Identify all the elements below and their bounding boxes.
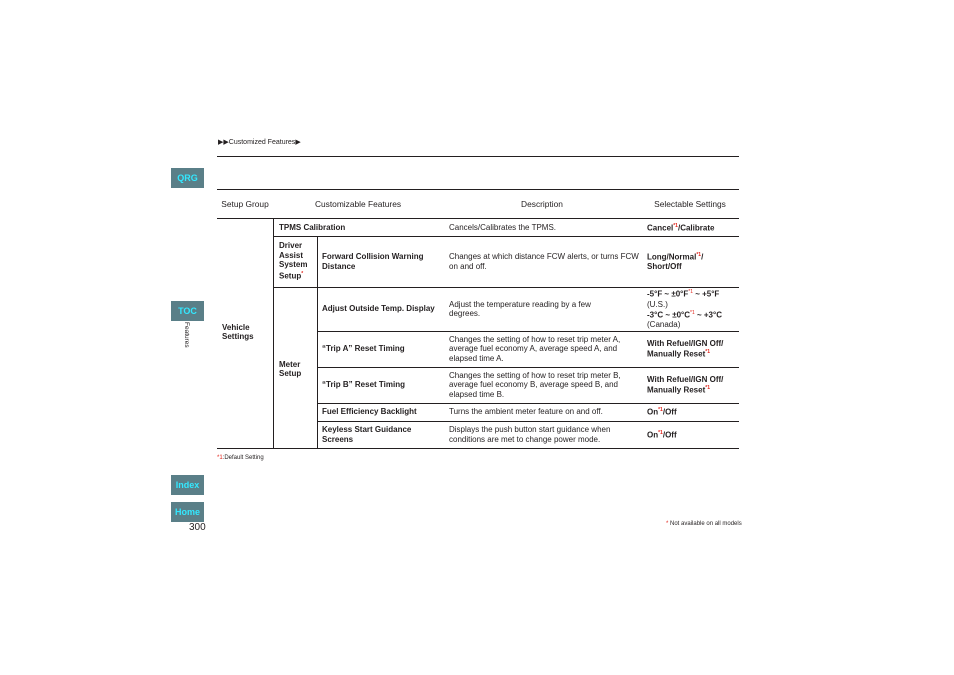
region-label: (U.S.) [647,299,668,309]
feature-trip-b: “Trip B” Reset Timing [322,380,405,390]
setting-value: With Refuel/IGN Off/ [647,374,724,384]
settings-trip-a [647,332,739,366]
top-divider [217,156,739,157]
page-number: 300 [189,522,206,533]
default-marker: *1 [673,222,678,229]
model-availability-note [666,521,742,527]
subgroup-driver-assist-label: Driver Assist System Setup [279,241,308,281]
setting-value: ~ +5°F [692,290,720,299]
subgroup-driver-assist [279,238,315,284]
toc-button[interactable]: TOC [171,301,204,321]
default-marker: *1 [690,310,695,316]
default-marker: *1 [696,252,702,259]
default-marker: *1 [705,385,710,392]
feature-trip-a: “Trip A” Reset Timing [322,344,405,354]
footnote-text: :Default Setting [222,455,264,461]
setting-value: Cancel [647,223,674,233]
setting-value: /Off [662,408,677,418]
home-button[interactable]: Home [171,502,204,522]
model-note-text: Not available on all models [670,521,742,527]
qrg-button[interactable]: QRG [171,168,204,188]
index-button[interactable]: Index [171,475,204,495]
header-description: Description [521,198,563,209]
setting-value: Long/Normal [647,252,697,262]
settings-outside-temp [647,288,739,330]
header-features: Customizable Features [314,198,402,209]
settings-backlight [647,404,739,420]
setting-value: ~ +3°C [694,310,722,320]
setting-value: /Off [662,430,677,440]
description-backlight: Turns the ambient meter feature on and off. [449,407,603,417]
column-rule [317,236,318,287]
setting-value: With Refuel/IGN Off/ [647,338,724,348]
setting-value: /Calibrate [677,223,715,233]
feature-fcw: Forward Collision Warning Distance [322,252,424,271]
table-top-rule [217,189,739,190]
section-side-label: Features [183,322,190,348]
model-asterisk: * [666,521,669,527]
description-outside-temp: Adjust the temperature reading by a few degrees. [449,299,591,318]
setting-value: -3°C ~ ±0°C [647,310,691,320]
region-label: (Canada) [647,320,681,330]
breadcrumb-section[interactable]: Customized Features [228,139,296,146]
settings-tpms [647,219,739,236]
default-setting-footnote [217,455,264,461]
default-marker: *1 [658,429,663,436]
default-marker: *1 [688,289,693,296]
model-asterisk: * [301,270,304,277]
column-rule [273,218,274,448]
header-setup-group: Setup Group [221,198,269,209]
description-trip-b: Changes the setting of how to reset trip meter B, average fuel economy B, average speed B, and elapsed time B. [449,370,621,399]
header-settings: Selectable Settings [654,198,726,209]
setting-value: Manually Reset [647,385,706,395]
description-fcw: Changes at which distance FCW alerts, or turns FCW on and off. [449,252,639,271]
breadcrumb-arrow: ▶ [295,139,301,146]
setting-value: On [647,408,659,418]
description-keyless: Displays the push button start guidance when conditions are met to change power mode. [449,425,611,444]
feature-keyless: Keyless Start Guidance Screens [322,425,412,444]
feature-tpms: TPMS Calibration [279,222,346,232]
settings-keyless [647,422,739,447]
settings-fcw [647,237,737,286]
setup-group-vehicle: Vehicle Settings [222,322,254,341]
setting-value: On [647,430,659,440]
description-trip-a: Changes the setting of how to reset trip meter A, average fuel economy A, average speed A, and elapsed time A. [449,334,621,363]
breadcrumb-arrows: ▶▶ [218,139,229,146]
feature-backlight: Fuel Efficiency Backlight [322,407,417,417]
breadcrumb[interactable] [218,138,301,146]
feature-outside-temp: Adjust Outside Temp. Display [322,304,435,314]
setting-value: / Short/Off [647,252,704,272]
default-marker: *1 [217,455,223,461]
setting-value: Manually Reset [647,349,706,359]
description-tpms: Cancels/Calibrates the TPMS. [449,222,557,232]
setting-value: -5°F ~ ±0°F [647,290,689,299]
settings-trip-b [647,368,739,402]
subgroup-meter: Meter Setup [279,359,302,378]
default-marker: *1 [658,407,663,414]
default-marker: *1 [705,349,710,356]
column-rule [317,287,318,448]
table-bottom-rule [217,448,739,449]
